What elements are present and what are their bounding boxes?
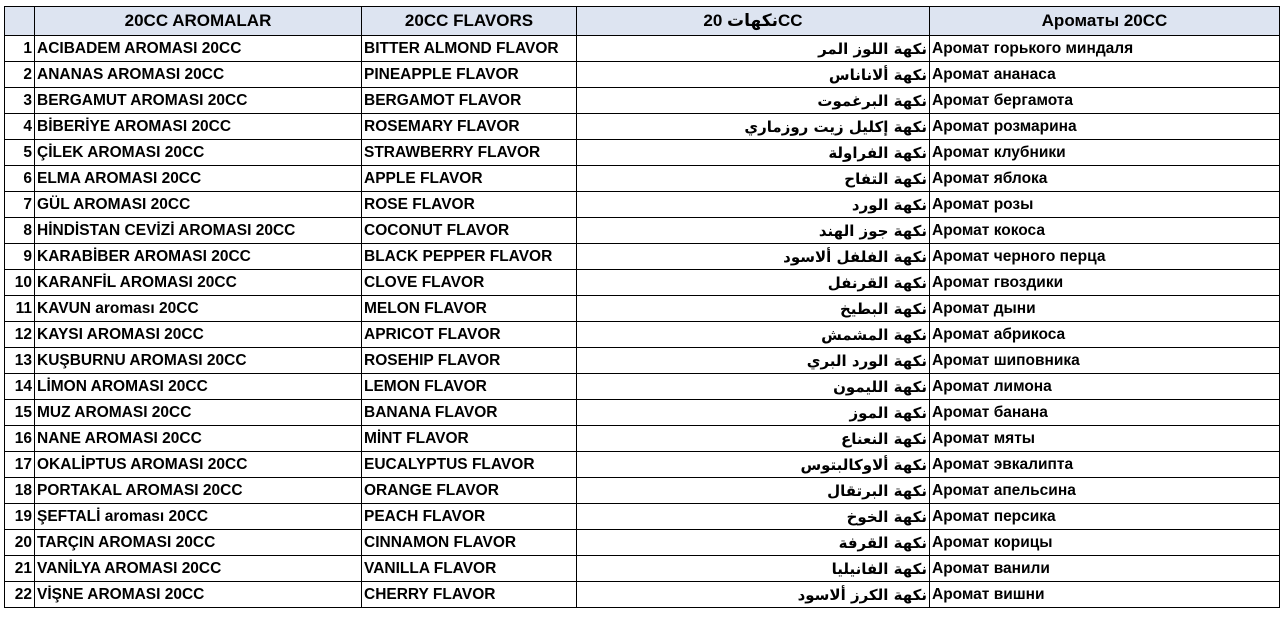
arabic-name-cell[interactable]: نكهة الليمون <box>577 374 930 400</box>
table-row <box>5 114 1280 140</box>
russian-name-cell[interactable]: Аромат черного перца <box>930 244 1280 270</box>
table-row <box>5 62 1280 88</box>
table-row <box>5 192 1280 218</box>
table-row <box>5 140 1280 166</box>
row-number-cell[interactable]: 7 <box>5 192 35 218</box>
turkish-name-cell[interactable]: ELMA AROMASI 20CC <box>35 166 362 192</box>
row-number-cell[interactable]: 12 <box>5 322 35 348</box>
row-number-cell[interactable]: 11 <box>5 296 35 322</box>
english-name-cell[interactable]: LEMON FLAVOR <box>362 374 577 400</box>
turkish-name-cell[interactable]: KAYSI AROMASI 20CC <box>35 322 362 348</box>
arabic-name-cell[interactable]: نكهة الخوخ <box>577 504 930 530</box>
russian-name-cell[interactable]: Аромат дыни <box>930 296 1280 322</box>
turkish-name-cell[interactable]: GÜL AROMASI 20CC <box>35 192 362 218</box>
arabic-name-cell[interactable]: نكهة القرنفل <box>577 270 930 296</box>
turkish-name-cell[interactable]: BERGAMUT AROMASI 20CC <box>35 88 362 114</box>
russian-name-cell[interactable]: Аромат персика <box>930 504 1280 530</box>
table-row <box>5 504 1280 530</box>
russian-name-cell[interactable]: Аромат лимона <box>930 374 1280 400</box>
table-body <box>5 36 1280 608</box>
turkish-name-cell[interactable]: LİMON AROMASI 20CC <box>35 374 362 400</box>
turkish-name-cell[interactable]: ŞEFTALİ aroması 20CC <box>35 504 362 530</box>
table-row <box>5 218 1280 244</box>
row-number-cell[interactable]: 3 <box>5 88 35 114</box>
table-row <box>5 322 1280 348</box>
row-number-cell[interactable]: 10 <box>5 270 35 296</box>
english-name-cell[interactable]: STRAWBERRY FLAVOR <box>362 140 577 166</box>
table-row <box>5 36 1280 62</box>
arabic-name-cell[interactable]: نكهة الكرز ألاسود <box>577 582 930 608</box>
row-number-cell[interactable]: 8 <box>5 218 35 244</box>
arabic-name-cell[interactable]: نكهة جوز الهند <box>577 218 930 244</box>
arabic-name-cell[interactable]: نكهة البرتقال <box>577 478 930 504</box>
arabic-name-cell[interactable]: نكهة البطيخ <box>577 296 930 322</box>
russian-name-cell[interactable]: Аромат горького миндаля <box>930 36 1280 62</box>
header-russian[interactable]: Ароматы 20CC <box>930 7 1280 36</box>
turkish-name-cell[interactable]: TARÇIN AROMASI 20CC <box>35 530 362 556</box>
arabic-name-cell[interactable]: نكهة الفانيليا <box>577 556 930 582</box>
table-row <box>5 478 1280 504</box>
table-row <box>5 426 1280 452</box>
table-row <box>5 244 1280 270</box>
row-number-cell[interactable]: 15 <box>5 400 35 426</box>
russian-name-cell[interactable]: Аромат гвоздики <box>930 270 1280 296</box>
table-row <box>5 556 1280 582</box>
arabic-name-cell[interactable]: نكهة الفلفل ألاسود <box>577 244 930 270</box>
row-number-cell[interactable]: 21 <box>5 556 35 582</box>
table-row <box>5 296 1280 322</box>
arabic-name-cell[interactable]: نكهة الفراولة <box>577 140 930 166</box>
russian-name-cell[interactable]: Аромат розмарина <box>930 114 1280 140</box>
english-name-cell[interactable]: COCONUT FLAVOR <box>362 218 577 244</box>
arabic-name-cell[interactable]: نكهة ألاوكالبتوس <box>577 452 930 478</box>
header-english[interactable]: 20CC FLAVORS <box>362 7 577 36</box>
english-name-cell[interactable]: BLACK PEPPER FLAVOR <box>362 244 577 270</box>
arabic-name-cell[interactable]: نكهة إكليل زيت روزماري <box>577 114 930 140</box>
arabic-name-cell[interactable]: نكهة الورد البري <box>577 348 930 374</box>
table-row <box>5 452 1280 478</box>
turkish-name-cell[interactable]: NANE AROMASI 20CC <box>35 426 362 452</box>
arabic-name-cell[interactable]: نكهة اللوز المر <box>577 36 930 62</box>
russian-name-cell[interactable]: Аромат апельсина <box>930 478 1280 504</box>
turkish-name-cell[interactable]: VANİLYA AROMASI 20CC <box>35 556 362 582</box>
row-number-cell[interactable]: 9 <box>5 244 35 270</box>
row-number-cell[interactable]: 1 <box>5 36 35 62</box>
table-row <box>5 166 1280 192</box>
russian-name-cell[interactable]: Аромат корицы <box>930 530 1280 556</box>
arabic-name-cell[interactable]: نكهة القرفة <box>577 530 930 556</box>
turkish-name-cell[interactable]: HİNDİSTAN CEVİZİ AROMASI 20CC <box>35 218 362 244</box>
header-arabic[interactable]: نكهات 20CC <box>577 7 930 36</box>
english-name-cell[interactable]: APPLE FLAVOR <box>362 166 577 192</box>
row-number-cell[interactable]: 20 <box>5 530 35 556</box>
row-number-cell[interactable]: 19 <box>5 504 35 530</box>
turkish-name-cell[interactable]: ÇİLEK AROMASI 20CC <box>35 140 362 166</box>
english-name-cell[interactable]: CHERRY FLAVOR <box>362 582 577 608</box>
russian-name-cell[interactable]: Аромат банана <box>930 400 1280 426</box>
russian-name-cell[interactable]: Аромат вишни <box>930 582 1280 608</box>
english-name-cell[interactable]: MİNT FLAVOR <box>362 426 577 452</box>
table-row <box>5 348 1280 374</box>
arabic-name-cell[interactable]: نكهة النعناع <box>577 426 930 452</box>
table-row <box>5 270 1280 296</box>
russian-name-cell[interactable]: Аромат яблока <box>930 166 1280 192</box>
russian-name-cell[interactable]: Аромат ванили <box>930 556 1280 582</box>
row-number-cell[interactable]: 18 <box>5 478 35 504</box>
arabic-name-cell[interactable]: نكهة البرغموت <box>577 88 930 114</box>
arabic-name-cell[interactable]: نكهة الورد <box>577 192 930 218</box>
header-index[interactable] <box>5 7 35 36</box>
arabic-name-cell[interactable]: نكهة ألاناناس <box>577 62 930 88</box>
turkish-name-cell[interactable]: PORTAKAL AROMASI 20CC <box>35 478 362 504</box>
row-number-cell[interactable]: 14 <box>5 374 35 400</box>
turkish-name-cell[interactable]: MUZ AROMASI 20CC <box>35 400 362 426</box>
header-row <box>5 7 1280 36</box>
english-name-cell[interactable]: BITTER ALMOND FLAVOR <box>362 36 577 62</box>
row-number-cell[interactable]: 16 <box>5 426 35 452</box>
english-name-cell[interactable]: CINNAMON FLAVOR <box>362 530 577 556</box>
russian-name-cell[interactable]: Аромат мяты <box>930 426 1280 452</box>
english-name-cell[interactable]: CLOVE FLAVOR <box>362 270 577 296</box>
russian-name-cell[interactable]: Аромат розы <box>930 192 1280 218</box>
turkish-name-cell[interactable]: KUŞBURNU AROMASI 20CC <box>35 348 362 374</box>
row-number-cell[interactable]: 4 <box>5 114 35 140</box>
arabic-name-cell[interactable]: نكهة الموز <box>577 400 930 426</box>
flavor-table <box>4 6 1280 608</box>
row-number-cell[interactable]: 17 <box>5 452 35 478</box>
turkish-name-cell[interactable]: BİBERİYE AROMASI 20CC <box>35 114 362 140</box>
turkish-name-cell[interactable]: OKALİPTUS AROMASI 20CC <box>35 452 362 478</box>
row-number-cell[interactable]: 5 <box>5 140 35 166</box>
english-name-cell[interactable]: ROSEHIP FLAVOR <box>362 348 577 374</box>
table-row <box>5 582 1280 608</box>
russian-name-cell[interactable]: Аромат ананаса <box>930 62 1280 88</box>
arabic-name-cell[interactable]: نكهة التفاح <box>577 166 930 192</box>
turkish-name-cell[interactable]: KARABİBER AROMASI 20CC <box>35 244 362 270</box>
turkish-name-cell[interactable]: ANANAS AROMASI 20CC <box>35 62 362 88</box>
header-turkish[interactable]: 20CC AROMALAR <box>35 7 362 36</box>
turkish-name-cell[interactable]: KARANFİL AROMASI 20CC <box>35 270 362 296</box>
row-number-cell[interactable]: 2 <box>5 62 35 88</box>
russian-name-cell[interactable]: Аромат эвкалипта <box>930 452 1280 478</box>
english-name-cell[interactable]: ORANGE FLAVOR <box>362 478 577 504</box>
english-name-cell[interactable]: ROSEMARY FLAVOR <box>362 114 577 140</box>
english-name-cell[interactable]: APRICOT FLAVOR <box>362 322 577 348</box>
table-row <box>5 374 1280 400</box>
english-name-cell[interactable]: EUCALYPTUS FLAVOR <box>362 452 577 478</box>
english-name-cell[interactable]: MELON FLAVOR <box>362 296 577 322</box>
english-name-cell[interactable]: PINEAPPLE FLAVOR <box>362 62 577 88</box>
russian-name-cell[interactable]: Аромат бергамота <box>930 88 1280 114</box>
arabic-name-cell[interactable]: نكهة المشمش <box>577 322 930 348</box>
english-name-cell[interactable]: VANILLA FLAVOR <box>362 556 577 582</box>
table-row <box>5 400 1280 426</box>
english-name-cell[interactable]: BERGAMOT FLAVOR <box>362 88 577 114</box>
english-name-cell[interactable]: ROSE FLAVOR <box>362 192 577 218</box>
turkish-name-cell[interactable]: VİŞNE AROMASI 20CC <box>35 582 362 608</box>
russian-name-cell[interactable]: Аромат клубники <box>930 140 1280 166</box>
russian-name-cell[interactable]: Аромат абрикоса <box>930 322 1280 348</box>
russian-name-cell[interactable]: Аромат шиповника <box>930 348 1280 374</box>
row-number-cell[interactable]: 22 <box>5 582 35 608</box>
turkish-name-cell[interactable]: KAVUN aroması 20CC <box>35 296 362 322</box>
english-name-cell[interactable]: BANANA FLAVOR <box>362 400 577 426</box>
table-row <box>5 88 1280 114</box>
table-row <box>5 530 1280 556</box>
turkish-name-cell[interactable]: ACIBADEM AROMASI 20CC <box>35 36 362 62</box>
english-name-cell[interactable]: PEACH FLAVOR <box>362 504 577 530</box>
row-number-cell[interactable]: 13 <box>5 348 35 374</box>
row-number-cell[interactable]: 6 <box>5 166 35 192</box>
russian-name-cell[interactable]: Аромат кокоса <box>930 218 1280 244</box>
